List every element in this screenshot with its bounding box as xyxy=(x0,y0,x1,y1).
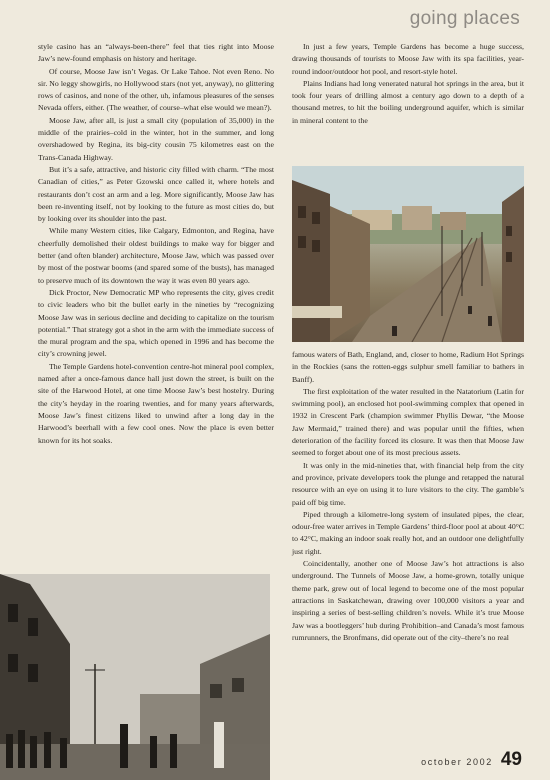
paragraph: Plains Indians had long venerated natural hot springs in the area, but it took four years of drilling almost a century ago down to a depth of a thousand metres, to hit the boiling underground aquifer, which is similar in mineral content to the xyxy=(292,78,524,125)
page-footer xyxy=(421,749,522,771)
right-column-top xyxy=(292,41,524,127)
issue-date: october 2002 xyxy=(421,757,493,767)
right-column-bottom xyxy=(292,349,524,644)
paragraph: In just a few years, Temple Gardens has become a huge success, drawing thousands of tourists to Moose Jaw with its spa facilities, year-round indoor/outdoor hot pool, and resort-style hotel. xyxy=(292,42,524,76)
paragraph: While many Western cities, like Calgary, Edmonton, and Regina, have cheerfully demolished their oldest buildings to make way for bigger and better (and often blander) architecture, Moose Jaw, which was passed over by most of the postwar booms (and spared some of the busts), has managed to preserve much of its downtown the way it was even 80 years ago. xyxy=(38,226,274,285)
paragraph: Moose Jaw, after all, is just a small city (population of 35,000) in the middle of the prairies–cold in the winter, hot in the summer, and long overshadowed by Regina, its big-city cousin 75 kilometres east on the Trans-Canada Highway. xyxy=(38,115,274,162)
section-title: going places xyxy=(409,8,520,29)
paragraph: Piped through a kilometre-long system of insulated pipes, the clear, odour-free water arrives in Temple Gardens’ third-floor pool at about 40°C to 42°C, making an indoor soak really hot, and an outdoor one delightfully just right. xyxy=(292,509,524,556)
paragraph: Of course, Moose Jaw isn’t Vegas. Or Lake Tahoe. Not even Reno. No sir. No leggy showgirls, no Hollywood stars (not yet, anyway), no glittering rows of casinos, and none of the other, uh, infamous pleasures of the senses Nevada offers, either. (The weather, of course–what else would we mean?). xyxy=(38,66,274,113)
paragraph: It was only in the mid-nineties that, with financial help from the city and province, private developers took the plunge and retapped the natural resource with an eye on using it to lure visitors to the city. The gamble’s paid off big time. xyxy=(292,460,524,507)
street-photo xyxy=(292,166,524,342)
paragraph: The Temple Gardens hotel-convention centre-hot mineral pool complex, named after a once-famous dance hall just down the street, is built on the site of the Harwood Hotel, at one time Moose Jaw’s best hostelry. During the city’s heyday in the roaring twenties, and for many years afterwards, Moose Jaw’s finest citizens liked to unwind after a long day in the Harwood’s beerhall with a few cool ones. Now the place is even better known for its hot soaks. xyxy=(38,361,274,445)
paragraph: famous waters of Bath, England, and, closer to home, Radium Hot Springs in the Rockies (sans the rotten-eggs sulphur smell familiar to bathers in Banff). xyxy=(292,350,524,384)
paragraph: The first exploitation of the water resulted in the Natatorium (Latin for swimming pool), an enclosed hot pool-swimming complex that opened in 1932 in Crescent Park (champion swimmer Phyllis Dewar, “the Moose Jaw Mermaid,” trained there) and was popular until the fifties, when deterioration of the facility forced its closure. It was then that Moose Jaw seemed to forget about one of its most precious assets. xyxy=(292,386,524,458)
left-column xyxy=(38,41,274,447)
paragraph: Dick Proctor, New Democratic MP who represents the city, gives credit to civic leaders who bit the bullet early in the nineties by “recognizing Moose Jaw was in serious decline and deciding to capitalize on the tourism potential.” That strategy got a shot in the arm with the immediate success of the mural program and the spa, which opened in 1996 and has become the city’s crowning jewel. xyxy=(38,287,274,359)
archival-street-photo xyxy=(0,574,270,780)
paragraph: Coincidentally, another one of Moose Jaw’s hot attractions is also underground. The Tunnels of Moose Jaw, a home-grown, totally unique theme park, grew out of local legend to become one of the most popular attractions in Saskatchewan, drawing over 100,000 visitors a year and inspiring a series of best-selling children’s novels. While it’s true Moose Jaw was a bootleggers’ hub during Prohibition–and Canada’s most famous rumrunners, the Bronfmans, did operate out of the city–there’s no real xyxy=(292,559,524,642)
page-number: 49 xyxy=(500,749,522,770)
paragraph: But it’s a safe, attractive, and historic city filled with charm. “The most Canadian of cities,” as Peter Gzowski once called it, where hotels and restaurants don’t cost an arm and a leg. More significantly, Moose Jaw has been re-inventing itself, not by looking to the future as most cities do, but by looking over its shoulder into the past. xyxy=(38,164,274,224)
paragraph: style casino has an “always-been-there” feel that ties right into Moose Jaw’s new-found emphasis on history and heritage. xyxy=(38,42,274,64)
